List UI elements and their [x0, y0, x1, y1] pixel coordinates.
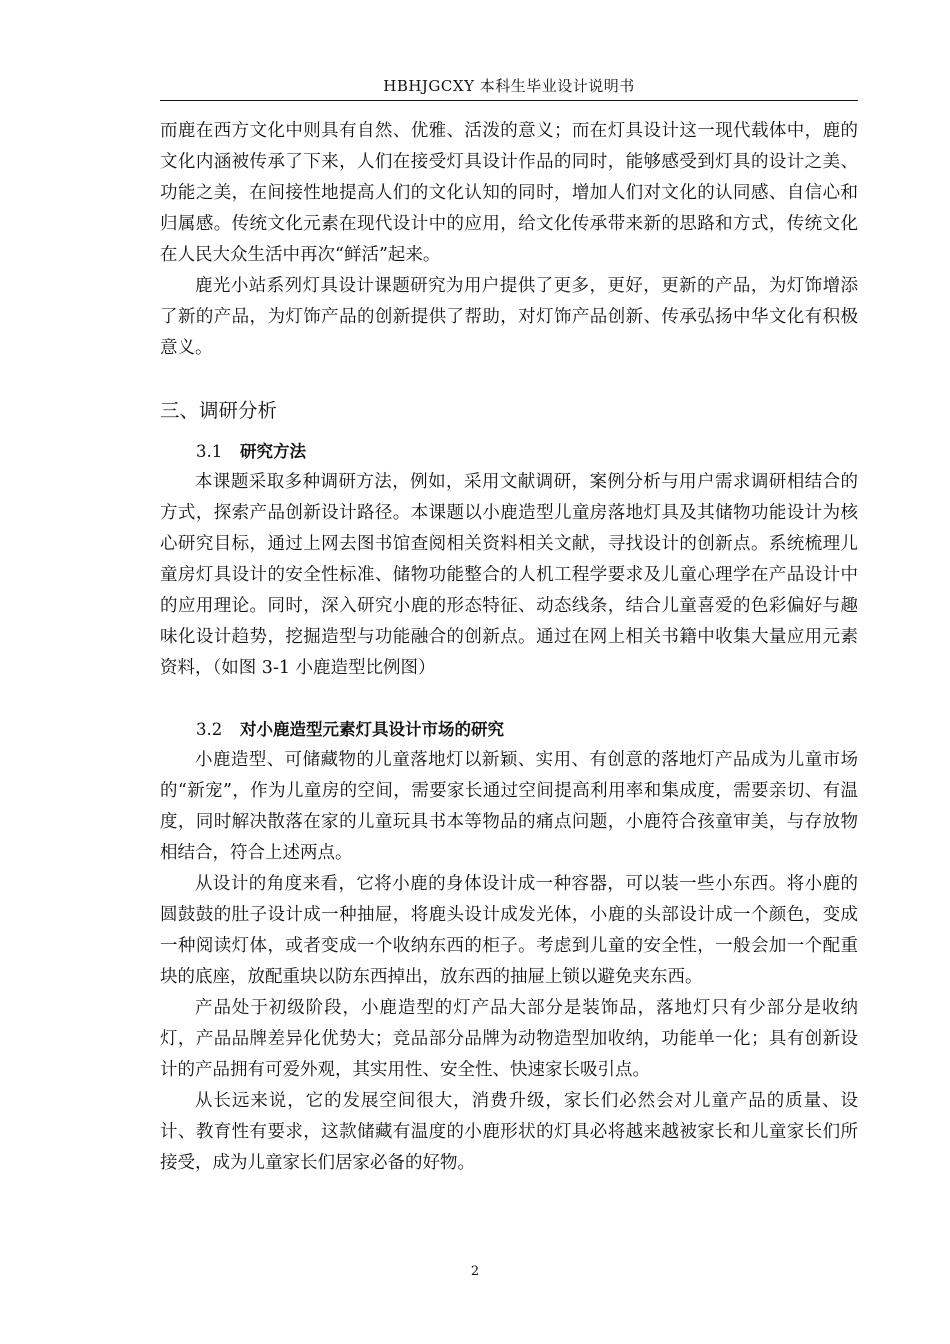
- subsection-heading-3-2: [160, 714, 858, 745]
- paragraph-significance: 鹿光小站系列灯具设计课题研究为用户提供了更多，更好，更新的产品，为灯饰增添了新的产品，为灯饰产品的创新提供了帮助，对灯饰产品创新、传承弘扬中华文化有积极意义。: [160, 276, 858, 358]
- running-header: HBHJGCXY 本科生毕业设计说明书: [383, 77, 635, 95]
- document-body: [160, 116, 858, 1179]
- paragraph-market-3: 产品处于初级阶段，小鹿造型的灯产品大部分是装饰品，落地灯只有少部分是收纳灯，产品品牌差异化优势大；竞品部分品牌为动物造型加收纳，功能单一化；具有创新设计的产品拥有可爱外观，其实用性、安全性、快速家长吸引点。: [160, 998, 858, 1080]
- subsection-number: 3.1: [196, 442, 223, 461]
- subsection-title: 对小鹿造型元素灯具设计市场的研究: [240, 720, 504, 739]
- paragraph-market-4: 从长远来说，它的发展空间很大，消费升级，家长们必然会对儿童产品的质量、设计、教育性有要求，这款储藏有温度的小鹿形状的灯具必将越来越被家长和儿童家长们所接受，成为儿童家长们居家必备的好物。: [160, 1091, 858, 1173]
- paragraph-continuation: 而鹿在西方文化中则具有自然、优雅、活泼的意义；而在灯具设计这一现代载体中，鹿的文化内涵被传承了下来，人们在接受灯具设计作品的同时，能够感受到灯具的设计之美、功能之美，在间接性地提高人们的文化认知的同时，增加人们对文化的认同感、自信心和归属感。传统文化元素在现代设计中的应用，给文化传承带来新的思路和方式，传统文化在人民大众生活中再次“鲜活”起来。: [160, 121, 858, 265]
- header-rule: [160, 100, 858, 101]
- page-number: 2: [470, 1264, 480, 1279]
- paragraph-market-1: 小鹿造型、可储藏物的儿童落地灯以新颖、实用、有创意的落地灯产品成为儿童市场的“新宠”，作为儿童房的空间，需要家长通过空间提高利用率和集成度，需要亲切、有温度，同时解决散落在家的儿童玩具书本等物品的痛点问题，小鹿符合孩童审美，与存放物相结合，符合上述两点。: [160, 750, 858, 863]
- paragraph-research-methods: 本课题采取多种调研方法，例如，采用文献调研，案例分析与用户需求调研相结合的方式，探索产品创新设计路径。本课题以小鹿造型儿童房落地灯具及其储物功能设计为核心研究目标，通过上网去图书馆查阅相关资料相关文献，寻找设计的创新点。系统梳理儿童房灯具设计的安全性标准、储物功能整合的人机工程学要求及儿童心理学在产品设计中的应用理论。同时，深入研究小鹿的形态特征、动态线条，结合儿童喜爱的色彩偏好与趣味化设计趋势，挖掘造型与功能融合的创新点。通过在网上相关书籍中收集大量应用元素资料，（如图 3-1 小鹿造型比例图）: [160, 472, 858, 678]
- subsection-number: 3.2: [196, 720, 223, 739]
- section-gap: [160, 684, 858, 714]
- subsection-title: 研究方法: [240, 442, 306, 461]
- section-heading-3: 三、调研分析: [160, 399, 278, 422]
- paragraph-market-2: 从设计的角度来看，它将小鹿的身体设计成一种容器，可以装一些小东西。将小鹿的圆鼓鼓的肚子设计成一种抽屉，将鹿头设计成发光体，小鹿的头部设计成一个颜色，变成一种阅读灯体，或者变成一个收纳东西的柜子。考虑到儿童的安全性，一般会加一个配重块的底座，放配重块以防东西掉出，放东西的抽屉上锁以避免夹东西。: [160, 874, 858, 987]
- subsection-heading-3-1: [160, 436, 858, 467]
